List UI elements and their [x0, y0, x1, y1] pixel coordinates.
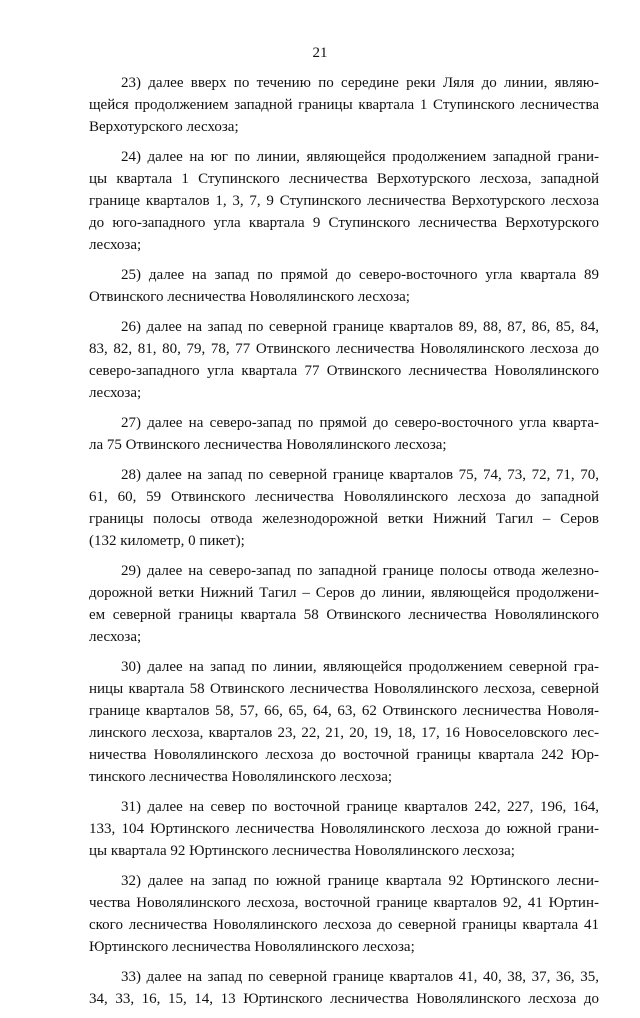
paragraph-line: дорожной ветки Нижний Тагил – Серов до линии, являющейся продолжени-: [89, 585, 599, 601]
paragraph-line: чества Новолялинского лесхоза, восточной границе кварталов 92, 41 Юртин-: [89, 895, 599, 911]
paragraph-item: [89, 966, 599, 1010]
paragraph-line: ничества Новолялинского лесхоза до восточной границы квартала 242 Юр-: [89, 747, 599, 763]
paragraph-item: [89, 560, 599, 648]
paragraph-line: 23) далее вверх по течению по середине реки Ляля до линии, являю-: [121, 75, 599, 91]
paragraph-item: [89, 796, 599, 862]
paragraph-line: тинского лесничества Новолялинского лесхоза;: [89, 769, 393, 785]
paragraph-line: 26) далее на запад по северной границе кварталов 89, 88, 87, 86, 85, 84,: [121, 319, 599, 335]
paragraph-line: Верхотурского лесхоза;: [89, 119, 239, 135]
paragraph-line: щейся продолжением западной границы квартала 1 Ступинского лесничества: [89, 97, 599, 113]
paragraph-line: лесхоза;: [89, 629, 142, 645]
paragraph-line: 83, 82, 81, 80, 79, 78, 77 Отвинского лесничества Новолялинского лесхоза до: [89, 341, 599, 357]
paragraph-item: [89, 316, 599, 404]
paragraph-line: границе кварталов 58, 57, 66, 65, 64, 63, 62 Отвинского лесничества Новоля-: [89, 703, 599, 719]
paragraph-line: 30) далее на запад по линии, являющейся продолжением северной гра-: [121, 659, 599, 675]
paragraph-line: 32) далее на запад по южной границе квартала 92 Юртинского лесни-: [121, 873, 599, 889]
paragraph-line: линского лесхоза, кварталов 23, 22, 21, 20, 19, 18, 17, 16 Новоселовского лес-: [89, 725, 599, 741]
paragraph-line: 28) далее на запад по северной границе кварталов 75, 74, 73, 72, 71, 70,: [121, 467, 599, 483]
paragraph-item: [89, 72, 599, 138]
paragraph-line: 27) далее на северо-запад по прямой до северо-восточного угла кварта-: [121, 415, 599, 431]
paragraph-item: [89, 656, 599, 788]
paragraph-item: [89, 464, 599, 552]
paragraph-line: ем северной границы квартала 58 Отвинского лесничества Новолялинского: [89, 607, 599, 623]
page-number: 21: [312, 45, 328, 61]
paragraph-line: Отвинского лесничества Новолялинского лесхоза;: [89, 289, 410, 305]
paragraph-line: ла 75 Отвинского лесничества Новолялинского лесхоза;: [89, 437, 447, 453]
paragraph-line: 61, 60, 59 Отвинского лесничества Новолялинского лесхоза до западной: [89, 489, 599, 505]
paragraph-line: 133, 104 Юртинского лесничества Новолялинского лесхоза до южной грани-: [89, 821, 599, 837]
paragraph-line: 33) далее на запад по северной границе кварталов 41, 40, 38, 37, 36, 35,: [121, 969, 599, 985]
paragraph-item: [89, 146, 599, 256]
paragraph-line: 29) далее на северо-запад по западной границе полосы отвода железно-: [121, 563, 599, 579]
paragraph-item: [89, 870, 599, 958]
paragraph-item: [89, 264, 599, 308]
document-body: [89, 72, 599, 1018]
paragraph-line: границе кварталов 1, 3, 7, 9 Ступинского лесничества Верхотурского лесхоза: [89, 193, 599, 209]
paragraph-item: [89, 412, 599, 456]
paragraph-line: Юртинского лесничества Новолялинского лесхоза;: [89, 939, 415, 955]
paragraph-line: цы квартала 92 Юртинского лесничества Новолялинского лесхоза;: [89, 843, 515, 859]
paragraph-line: лесхоза;: [89, 237, 142, 253]
paragraph-line: 24) далее на юг по линии, являющейся продолжением западной грани-: [121, 149, 599, 165]
paragraph-line: границы полосы отвода железнодорожной ветки Нижний Тагил – Серов: [89, 511, 599, 527]
paragraph-line: 34, 33, 16, 15, 14, 13 Юртинского лесничества Новолялинского лесхоза до: [89, 991, 599, 1007]
paragraph-line: (132 километр, 0 пикет);: [89, 533, 245, 549]
paragraph-line: до юго-западного угла квартала 9 Ступинского лесничества Верхотурского: [89, 215, 599, 231]
paragraph-line: лесхоза;: [89, 385, 142, 401]
paragraph-line: цы квартала 1 Ступинского лесничества Верхотурского лесхоза, западной: [89, 171, 599, 187]
paragraph-line: 31) далее на север по восточной границе кварталов 242, 227, 196, 164,: [121, 799, 599, 815]
paragraph-line: ского лесничества Новолялинского лесхоза до северной границы квартала 41: [89, 917, 599, 933]
paragraph-line: 25) далее на запад по прямой до северо-восточного угла квартала 89: [121, 267, 599, 283]
paragraph-line: ницы квартала 58 Отвинского лесничества Новолялинского лесхоза, северной: [89, 681, 599, 697]
paragraph-line: северо-западного угла квартала 77 Отвинского лесничества Новолялинского: [89, 363, 599, 379]
